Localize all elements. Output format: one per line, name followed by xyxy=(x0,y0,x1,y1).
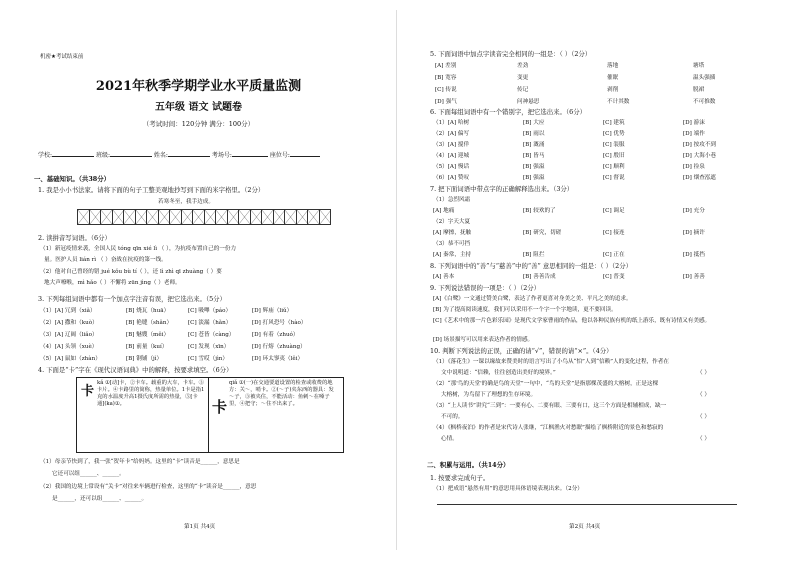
q6-option[interactable]: [D] 捡泉 xyxy=(683,164,705,170)
q6-option[interactable]: [C] 督说 xyxy=(603,175,625,181)
q6-option[interactable]: [C] 殷旧 xyxy=(603,153,625,159)
q10-answer-1[interactable]: （ ） xyxy=(697,370,710,376)
q6-option[interactable]: [B] 强溢 xyxy=(523,164,545,170)
q3-option[interactable]: [D] 有着（zhuó） xyxy=(252,332,299,338)
q6-option[interactable]: （4）[A] 迎城 xyxy=(433,153,470,159)
question-4-sub-2b: 是______，还可以组______、______。 xyxy=(52,496,148,502)
q6-option[interactable]: [B] 强溢 xyxy=(523,175,545,181)
q11-answer-line[interactable] xyxy=(437,504,737,505)
q10-statement-1b: 文中说明道：“信赖，往往创造出美好的境界。” xyxy=(441,370,556,376)
field-name-blank[interactable] xyxy=(168,150,210,157)
q6-option[interactable]: （6）[A] 赞叹 xyxy=(433,175,470,181)
q6-option[interactable]: [D] 按攻不到 xyxy=(683,142,717,148)
q3-option[interactable]: [C] 吸嗶（páo） xyxy=(188,308,232,314)
q7-option[interactable]: [A] 地痛 xyxy=(433,208,455,214)
q3-option[interactable]: [D] 打风恐号（hào） xyxy=(252,320,307,326)
q7-item-1-options xyxy=(433,207,705,215)
grid-cell[interactable] xyxy=(296,209,308,225)
right-exam-page xyxy=(397,0,794,562)
grid-cell[interactable] xyxy=(169,209,181,225)
question-5: 5. 下面词语中加点字读音完全相同的一组是：（ ）（2分） xyxy=(430,50,592,58)
question-4-sub-2: （2）我国的边境上常设有“关卡”对往来车辆进行检查，这里的“卡”读音是______，意思 xyxy=(40,484,257,490)
q6-option[interactable]: [C] 顺利 xyxy=(603,164,625,170)
q7-option[interactable]: [D] 抵挡 xyxy=(683,252,705,258)
grid-cell[interactable] xyxy=(146,209,158,225)
q6-option[interactable]: （2）[A] 偏写 xyxy=(433,131,470,137)
q3-option[interactable]: [B] 钢铺（jì） xyxy=(126,356,163,362)
q5-option[interactable]: [A] 差别 xyxy=(435,63,457,69)
dict-entry-char-qia: 卡 xyxy=(212,398,228,416)
q3-option[interactable]: [C] 淡漏（hǎn） xyxy=(188,320,232,326)
q6-option[interactable]: [D] 大海小巷 xyxy=(683,153,717,159)
section-1-heading: 一、基础知识。（共38分） xyxy=(34,175,110,183)
dict-entry-char-ka: 卡 xyxy=(81,384,95,399)
question-2-line-3: （2）他对自己曾经的错 jué kǒu bù tí（ ），还 lì zhì qī zhuàng（ ）要 xyxy=(40,269,222,275)
question-1: 1. 我是小小书法家。请将下面的句子工整美观地抄写到下面的米字格里。（2分） xyxy=(38,186,265,194)
dictionary-excerpt xyxy=(76,377,344,453)
field-room-label: 考场号: xyxy=(211,152,232,159)
grid-cell[interactable] xyxy=(284,209,296,225)
grid-cell[interactable] xyxy=(112,209,124,225)
field-class-label: 班级: xyxy=(95,152,110,159)
grid-cell[interactable] xyxy=(77,209,89,225)
field-seat-label: 座位号: xyxy=(269,152,290,159)
q7-option[interactable]: [B] 阻拦 xyxy=(523,252,545,258)
page-footer-left: 第1页 共4页 xyxy=(184,524,216,530)
q9-option-d[interactable]: [D] 场景描写可以用来表达作者的情感。 xyxy=(433,337,534,343)
grid-cell[interactable] xyxy=(100,209,112,225)
q10-answer-3[interactable]: （ ） xyxy=(697,414,710,420)
grid-cell[interactable] xyxy=(307,209,319,225)
grid-cell[interactable] xyxy=(123,209,135,225)
calligraphy-grid[interactable] xyxy=(77,209,331,225)
grid-cell[interactable] xyxy=(181,209,193,225)
question-8: 8. 下列词语中的“善”与“慈善”中的“善” 意思相同的一组是：（ ）（2分） xyxy=(430,262,633,270)
q6-option[interactable]: [C] 装服 xyxy=(603,142,625,148)
q3-option[interactable]: [B] 魅嫂（měi） xyxy=(126,332,170,338)
question-4: 4. 下面是“卡”字在《现代汉语词典》中的解释，按要求填空。（6分） xyxy=(38,366,233,374)
q8-option[interactable]: [D] 善善 xyxy=(683,274,705,280)
page-footer-right: 第2页 共4页 xyxy=(569,524,601,530)
q6-option[interactable]: [D] 游沫 xyxy=(683,120,705,126)
q3-option[interactable]: [B] 艳缝（shǎn） xyxy=(126,320,173,326)
q6-option[interactable]: （3）[A] 搅佯 xyxy=(433,142,470,148)
q9-option-c[interactable]: [C]《艺术中的那一片色彩乐园》是现代文学家曹雨的作品，他以各种民族有机的纸上游乐，既有诗情又有美感。 xyxy=(433,318,711,324)
q7-option[interactable]: [D] 摘许 xyxy=(683,230,705,236)
q10-statement-4b: 心情。 xyxy=(441,436,458,442)
q6-option[interactable]: [C] 建筑 xyxy=(603,120,625,126)
question-1-sentence: 若寒冬至，我手边成。 xyxy=(158,199,214,205)
question-3: 3. 下列每组词语中都有一个加点字注音有误，把它选出来。（5分） xyxy=(38,295,226,303)
grid-cell[interactable] xyxy=(319,209,332,225)
q7-item-1: （1）急烈风霜 xyxy=(433,197,471,203)
q6-option[interactable]: [D] 烟查泓遮 xyxy=(683,175,717,181)
dict-divider xyxy=(208,378,209,452)
q5-word: 不可推数 xyxy=(693,99,716,105)
grid-cell[interactable] xyxy=(261,209,273,225)
q7-option[interactable]: [C] 正在 xyxy=(603,252,625,258)
q3-option[interactable]: [C] 苍皆（càng） xyxy=(188,332,235,338)
dict-entry-text-qia: qiǎ ①(一)在交通要道设置的检查或收费的地方：关～，哨卡。②(～子)夹东西的器具：发～子，③被夹住，不能活动：鱼刺～在嗓子里，④把守；～住不出来了。 xyxy=(229,380,334,407)
q5-option[interactable]: [C] 传说 xyxy=(435,87,457,93)
grid-cell[interactable] xyxy=(238,209,250,225)
field-school-label: 学校: xyxy=(38,152,53,159)
q6-row xyxy=(433,152,716,160)
q3-option[interactable]: （5）[A] 鼠如（zhàn） xyxy=(40,356,101,362)
grid-cell[interactable] xyxy=(89,209,101,225)
q3-option[interactable]: （2）[A] 撒和（kuò） xyxy=(40,320,98,326)
q5-row xyxy=(435,98,715,106)
q6-option[interactable]: [B] 皆马 xyxy=(523,153,545,159)
student-info-fields xyxy=(38,150,320,160)
question-2-line-1: （1）新冠疫情来袭，全国人民 tóng qīn xié lì （ ），为抗疫布置自己的一份力 xyxy=(40,246,237,252)
q9-option-a[interactable]: [A]《白鹭》一文通过赞美白鹭，表达了作者更喜对身美之美、平凡之美的追求。 xyxy=(433,296,632,302)
q5-word: 脱裙 xyxy=(693,87,705,93)
q8-option[interactable]: [C] 普变 xyxy=(603,274,625,280)
q10-statement-3b: 不可的。 xyxy=(441,414,464,420)
q3-row-1 xyxy=(40,307,292,315)
q3-row-2 xyxy=(40,319,307,327)
q10-answer-2[interactable]: （ ） xyxy=(697,392,710,398)
question-2: 2. 读拼音写词语。（6分） xyxy=(38,234,111,242)
q6-row xyxy=(433,119,705,127)
question-10: 10. 判断下列说法的正误，正确的请“√”，错误的请“×”。（4分） xyxy=(430,347,613,355)
confidential-label: 机密★考试结束前 xyxy=(40,54,84,60)
q3-option[interactable]: [D] 环太寥夷（lěi） xyxy=(252,356,304,362)
grid-cell[interactable] xyxy=(135,209,147,225)
exam-subtitle: 五年级 语文 试题卷 xyxy=(155,102,242,113)
q7-option[interactable]: [B] 较欢的了 xyxy=(523,208,556,214)
q5-word: 不计其数 xyxy=(607,99,630,105)
field-school-blank[interactable] xyxy=(52,150,94,157)
q5-word: 变更 xyxy=(517,75,529,81)
q6-option[interactable]: （5）[A] 慢话 xyxy=(433,164,470,170)
q7-item-2-options xyxy=(433,229,705,237)
q7-option[interactable]: [C] 接连 xyxy=(603,230,625,236)
q3-option[interactable]: （3）[A] 辽阔（liǎo） xyxy=(40,332,98,338)
question-2-line-4: 地大声嘹喉，mì hǎo（ ）不懈将 zūn jìng（ ）老师。 xyxy=(44,280,181,286)
q5-row xyxy=(435,74,715,82)
q7-option[interactable]: [A] 摩擦，抚触 xyxy=(433,230,472,236)
grid-cell[interactable] xyxy=(158,209,170,225)
section-2-heading: 二、积累与运用。（共14分） xyxy=(427,461,510,469)
q6-option[interactable]: [B] 雨以 xyxy=(523,131,545,137)
grid-cell[interactable] xyxy=(204,209,216,225)
q10-statement-2b: 大榕树，为鸟留下了理想的生存环境。 xyxy=(441,392,537,398)
field-name-label: 姓名: xyxy=(153,152,168,159)
question-9: 9. 下列说法错误的一项是：（ ）（2分） xyxy=(430,284,541,292)
grid-cell[interactable] xyxy=(215,209,227,225)
q8-option[interactable]: [B] 善善告成 xyxy=(523,274,556,280)
grid-cell[interactable] xyxy=(227,209,239,225)
q6-row xyxy=(433,174,716,182)
q7-item-2: （2）字天大夏 xyxy=(433,219,471,225)
q5-word: 剥削 xyxy=(607,87,619,93)
q7-option[interactable]: [C] 调足 xyxy=(603,208,625,214)
q6-option[interactable]: [D] 端作 xyxy=(683,131,705,137)
q9-option-b[interactable]: [B] 为了提高阅读速度，我们可以采用不一个字一个字地读，更不要回读。 xyxy=(433,307,617,313)
q6-option[interactable]: [B] 大应 xyxy=(523,120,545,126)
q3-option[interactable]: [D] 行熔（zhuàng） xyxy=(252,344,306,350)
q3-option[interactable]: [C] 雪哎（jìn） xyxy=(188,356,228,362)
grid-cell[interactable] xyxy=(273,209,285,225)
q3-option[interactable]: （1）[A] 冗到（xiǎ） xyxy=(40,308,96,314)
q5-word: 塘塔 xyxy=(693,63,705,69)
q3-option[interactable]: [B] 烧瓦（huā） xyxy=(126,308,170,314)
q3-row-3 xyxy=(40,331,299,339)
question-11: 1. 按要求完成句子。 xyxy=(430,474,490,482)
q5-word: 落地 xyxy=(607,63,619,69)
q3-option[interactable]: [B] 前量（kuí） xyxy=(126,344,168,350)
q6-option[interactable]: [C] 优势 xyxy=(603,131,625,137)
q7-item-3-options xyxy=(433,251,705,259)
q10-statement-1: （1）《落花生》一课以缘故来赞美时的语言写出了小鸟从“怕”人到“信赖”人的变化过程，作者在 xyxy=(433,359,669,365)
dict-entry-text-ka: kǎ ①[动]卡，②卡车。载重的大车，卡车。③卡片。④卡路里的简称，热量单位。1卡是指1克的水温度升高1摄氏度所需的热量，⑤[卡通](ka)①。 xyxy=(97,380,205,407)
field-room-blank[interactable] xyxy=(232,150,268,157)
q7-option[interactable]: [D] 充分 xyxy=(683,208,705,214)
q10-statement-2: （2）“那'鸟的天堂'的确是鸟的天堂”一句中，“鸟的天堂”是指那棵茂盛的大榕树，正是这棵 xyxy=(433,381,659,387)
q5-word: 催眠 xyxy=(607,75,619,81)
q7-item-3: （3）恭不可挡 xyxy=(433,241,471,247)
q7-option[interactable]: [A] 秦常，主持 xyxy=(433,252,472,258)
q11-item-1: （1）把成语“悬然有用”的意思用具体语境表现出来。（2分） xyxy=(433,486,583,492)
field-class-blank[interactable] xyxy=(110,150,152,157)
q3-option[interactable]: （4）[A] 头领（xuè） xyxy=(40,344,98,350)
q5-row xyxy=(435,86,704,94)
q5-option[interactable]: [B] 宽容 xyxy=(435,75,457,81)
q5-option[interactable]: [D] 强气 xyxy=(435,99,457,105)
q6-row xyxy=(433,163,705,171)
q10-answer-4[interactable]: （ ） xyxy=(697,436,710,442)
grid-cell[interactable] xyxy=(192,209,204,225)
question-6: 6. 下面每组词语中有一个错别字，把它选出来。（6分） xyxy=(430,108,586,116)
q3-row-4 xyxy=(40,343,306,351)
q6-row xyxy=(433,141,716,149)
q8-option[interactable]: [A] 善本 xyxy=(433,274,455,280)
grid-cell[interactable] xyxy=(250,209,262,225)
exam-info: （考试时间：120分钟 满分：100分） xyxy=(142,120,255,128)
q10-statement-4: （4）《枫桥夜泊》的作者是宋代诗人张继，“江枫渔火对愁眠”描绘了枫桥附近的景色和愁寂的 xyxy=(433,425,664,431)
question-2-line-2: 量。医护人员 lián rì （ ）奋战在抗疫的第一线。 xyxy=(44,257,167,263)
q6-row xyxy=(433,130,705,138)
question-4-sub-1b: 它还可以组______、______。 xyxy=(52,471,125,477)
field-seat-blank[interactable] xyxy=(290,150,320,157)
q5-word: 温头强插 xyxy=(693,75,716,81)
q7-option[interactable]: [B] 研究，切磋 xyxy=(523,230,562,236)
question-4-sub-1: （1）母亲节快到了，我一张“贺年卡”给妈妈。这里的“卡”读音是______，意思是 xyxy=(40,459,240,465)
question-7: 7. 把下面词语中带点字的正确解释选出来。（3分） xyxy=(430,185,574,193)
q5-word: 问神悬思 xyxy=(517,99,540,105)
q8-options xyxy=(433,273,705,281)
q5-word: 差劲 xyxy=(517,63,529,69)
q5-row xyxy=(435,62,704,70)
q3-option[interactable]: [D] 辉庙（liǔ） xyxy=(252,308,293,314)
q3-option[interactable]: [C] 发现（xīn） xyxy=(188,344,230,350)
q3-row-5 xyxy=(40,355,303,363)
exam-title: 2021年秋季学期学业水平质量监测 xyxy=(95,79,302,94)
q5-word: 传记 xyxy=(517,87,529,93)
q6-option[interactable]: [B] 溉涌 xyxy=(523,142,545,148)
q6-option[interactable]: （1）[A] 哈树 xyxy=(433,120,470,126)
q10-statement-3: （3）“上人读书”讲究“三到”：一要有心、二要有眼、三要有口，这三个方面是相辅相成，缺一 xyxy=(433,403,667,409)
